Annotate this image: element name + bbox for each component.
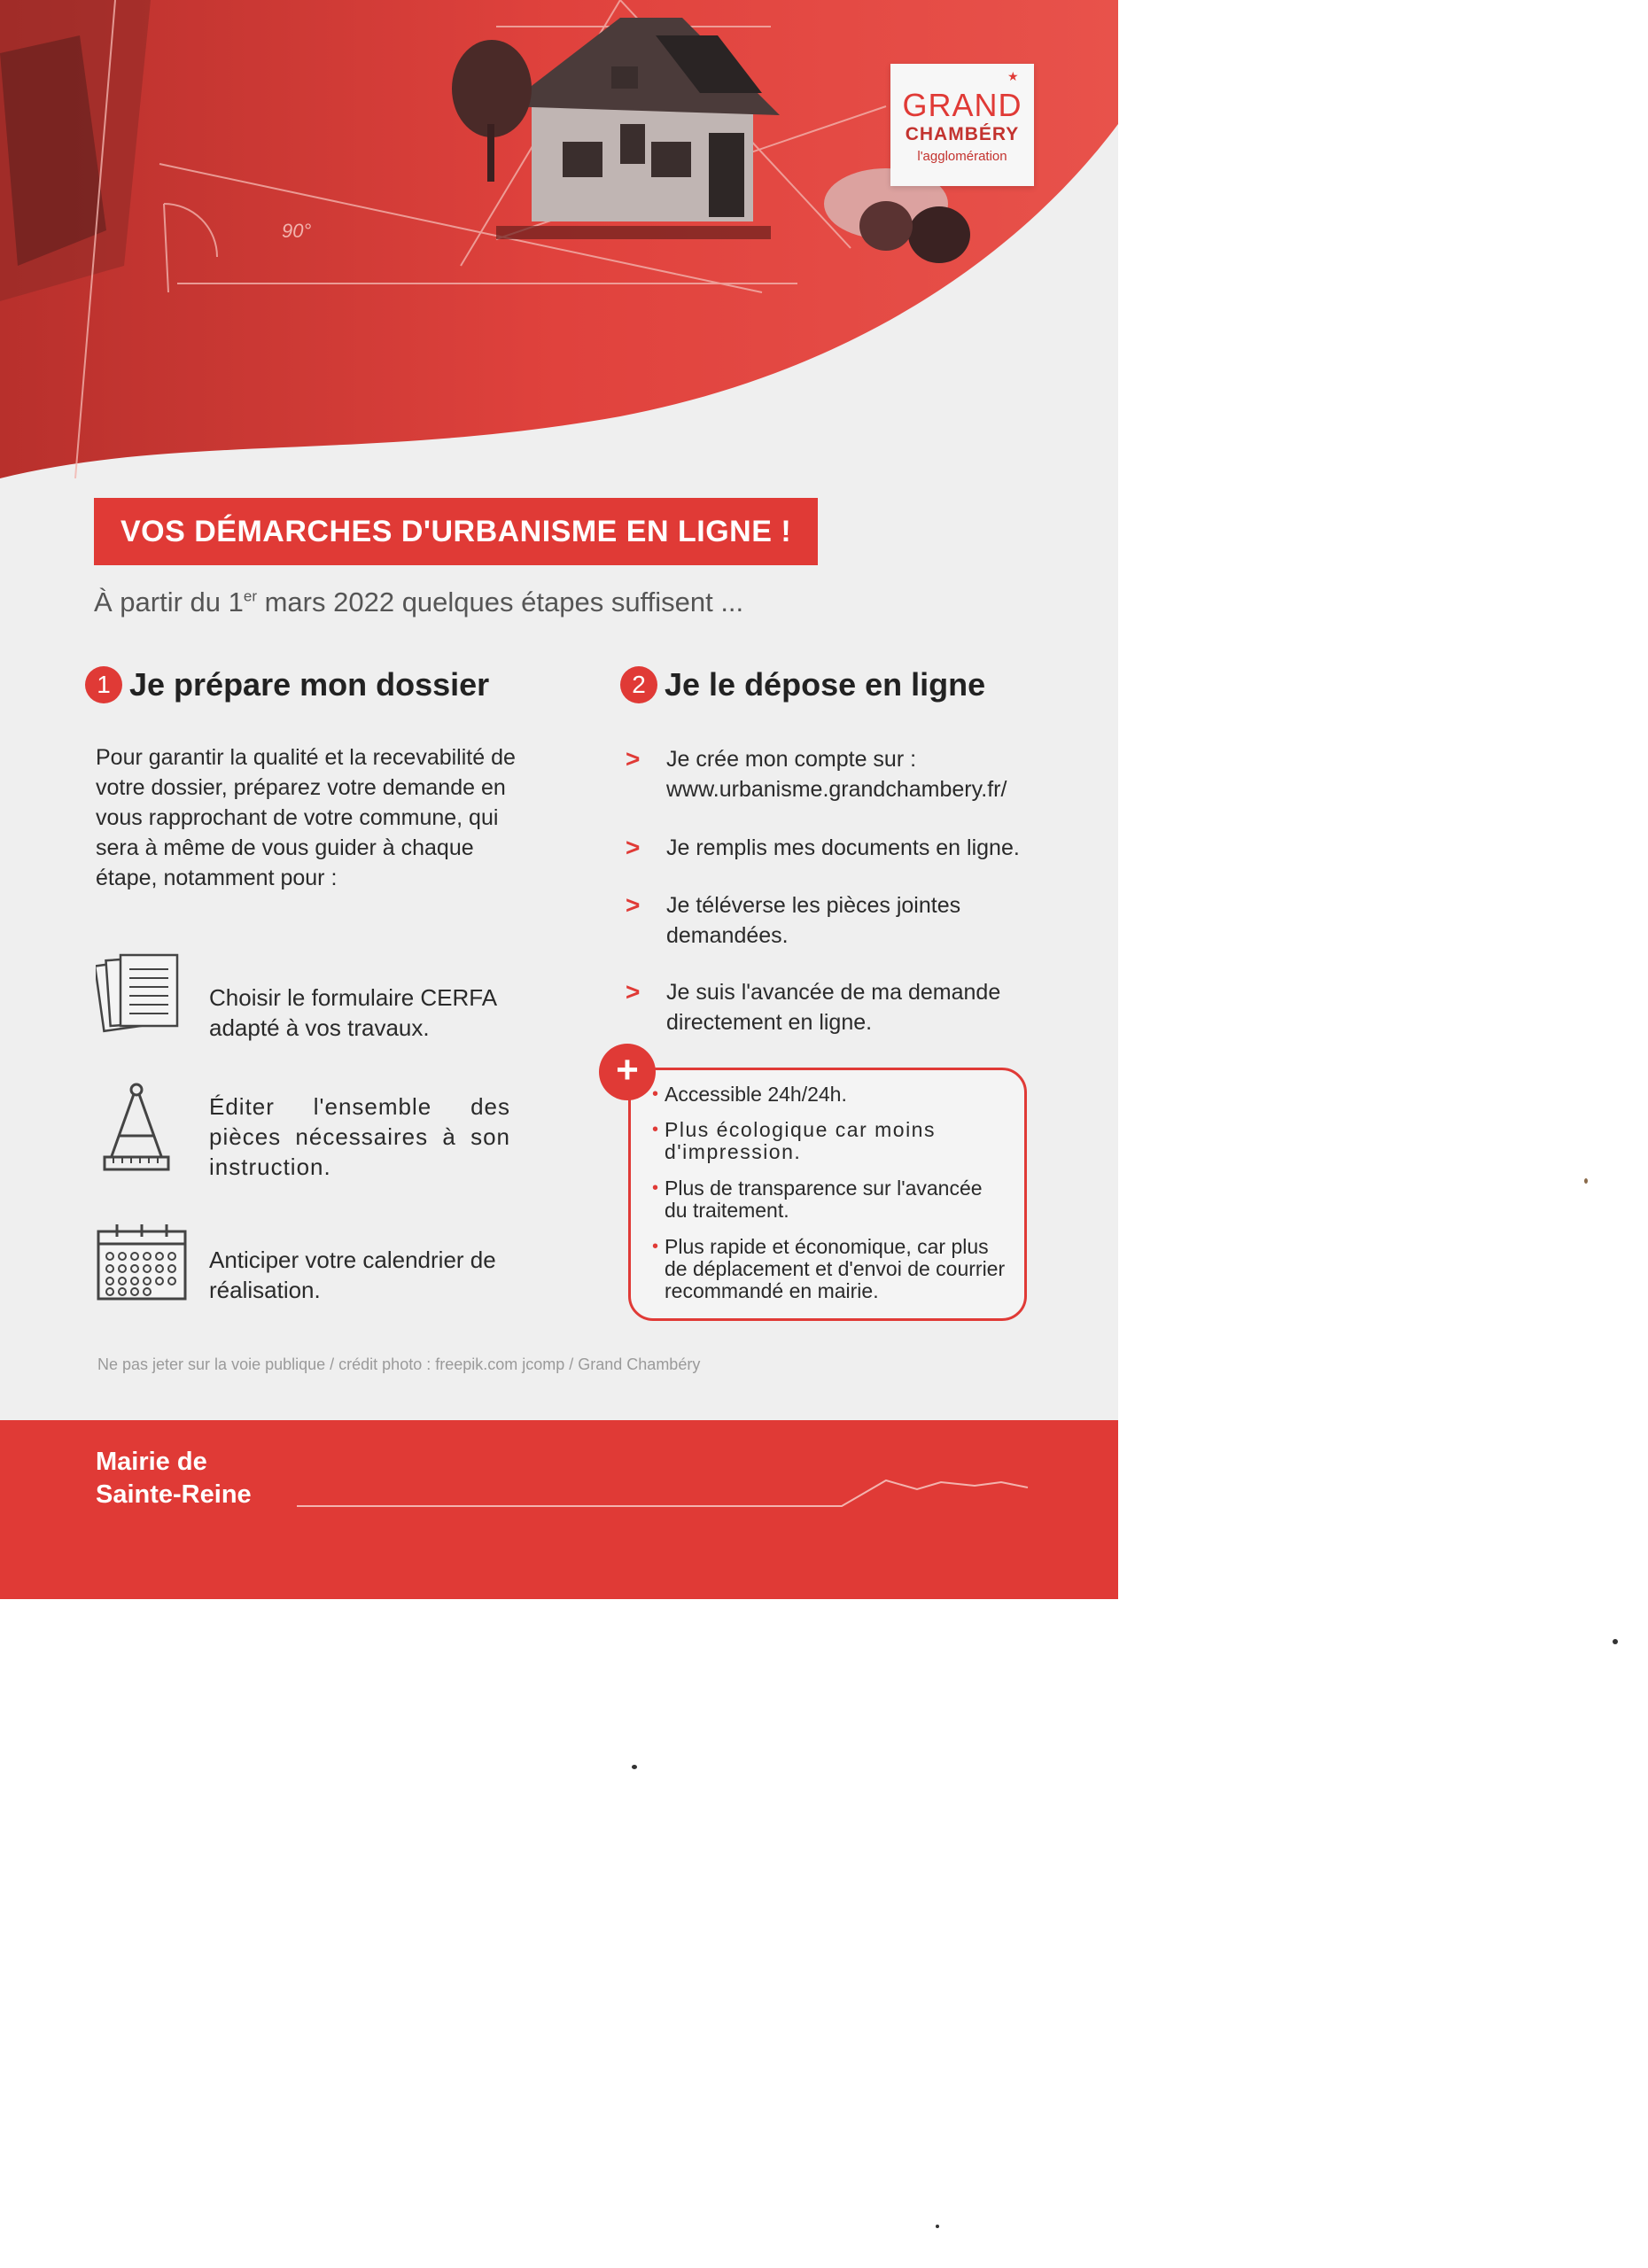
advantage-text: Plus de transparence sur l'avancée du traitement. xyxy=(665,1177,983,1222)
step2-item-text: Je crée mon compte sur : www.urbanisme.grandchambery.fr/ xyxy=(666,747,1007,802)
advantage-text: Plus rapide et économique, car plus de déplacement et d'envoi de courrier recommandé en mairie. xyxy=(665,1235,1006,1302)
plus-icon: + xyxy=(599,1044,656,1100)
compass-icon xyxy=(101,1081,172,1178)
advantage-item xyxy=(652,1118,1010,1163)
photo-credit: Ne pas jeter sur la voie publique / crédit photo : freepik.com jcomp / Grand Chambéry xyxy=(97,1355,701,1373)
advantage-text: Plus écologique car moins d'impression. xyxy=(665,1118,936,1163)
documents-icon xyxy=(96,946,184,1039)
grand-chambery-logo xyxy=(890,64,1034,186)
step2-item-text: Je suis l'avancée de ma demande directement en ligne. xyxy=(666,980,1001,1035)
advantage-item xyxy=(652,1177,1010,1222)
step2-item-text: Je téléverse les pièces jointes demandées. xyxy=(666,893,961,948)
mairie-line2: Sainte-Reine xyxy=(96,1480,252,1509)
logo-line2: CHAMBÉRY xyxy=(905,124,1020,144)
chevron-right-icon: > xyxy=(626,834,641,861)
step2-item xyxy=(626,744,1033,804)
bullet-dot: • xyxy=(652,1084,659,1104)
task-calendar: Anticiper votre calendrier de réalisation. xyxy=(209,1247,496,1303)
bullet-dot: • xyxy=(652,1120,660,1139)
subtitle-before: À partir du 1 xyxy=(94,586,244,617)
scan-speck xyxy=(936,2225,939,2228)
angle-label: 90° xyxy=(282,220,312,242)
mairie-line1: Mairie de xyxy=(96,1448,207,1476)
step2-item xyxy=(626,890,1033,951)
subtitle-sup: er xyxy=(243,587,257,605)
step1-intro: Pour garantir la qualité et la recevabilité de votre dossier, préparez votre demande en vous rapprochant de votre commune, qui sera à même de vous guider à chaque étape, notamment pour : xyxy=(96,745,516,890)
bullet-dot: • xyxy=(652,1178,659,1198)
scan-speck xyxy=(1613,1639,1618,1644)
step2-heading xyxy=(620,666,985,703)
task-cerfa: Choisir le formulaire CERFA adapté à vos travaux. xyxy=(209,984,496,1041)
subtitle xyxy=(94,586,743,618)
task-edit-pieces: Éditer l'ensemble des pièces nécessaires à son instruction. xyxy=(209,1093,510,1180)
chevron-right-icon: > xyxy=(626,978,641,1006)
chevron-right-icon: > xyxy=(626,891,641,919)
scan-speck xyxy=(632,1765,637,1769)
flyer xyxy=(0,0,1118,1599)
chevron-right-icon: > xyxy=(626,745,641,773)
mairie-name xyxy=(96,1446,252,1511)
scan-speck xyxy=(1584,1178,1588,1184)
advantage-item xyxy=(652,1083,1010,1106)
step2-item xyxy=(626,977,1033,1037)
calendar-icon xyxy=(96,1223,188,1307)
title-banner: VOS DÉMARCHES D'URBANISME EN LIGNE ! xyxy=(94,498,818,565)
logo-line1: GRAND xyxy=(902,87,1022,123)
step2-item-text: Je remplis mes documents en ligne. xyxy=(666,835,1020,860)
advantage-text: Accessible 24h/24h. xyxy=(665,1083,847,1106)
hero-banner xyxy=(0,0,1118,478)
advantage-item xyxy=(652,1235,1010,1302)
step1-heading xyxy=(85,666,489,703)
star-icon: ★ xyxy=(1007,69,1019,83)
step2-item xyxy=(626,833,1033,863)
step2-number: 2 xyxy=(620,666,657,703)
subtitle-after: mars 2022 quelques étapes suffisent ... xyxy=(257,586,744,617)
step2-title: Je le dépose en ligne xyxy=(665,666,986,703)
step1-number: 1 xyxy=(85,666,122,703)
step1-title: Je prépare mon dossier xyxy=(129,666,490,703)
bullet-dot: • xyxy=(652,1237,659,1256)
logo-line3: l'agglomération xyxy=(917,149,1007,164)
